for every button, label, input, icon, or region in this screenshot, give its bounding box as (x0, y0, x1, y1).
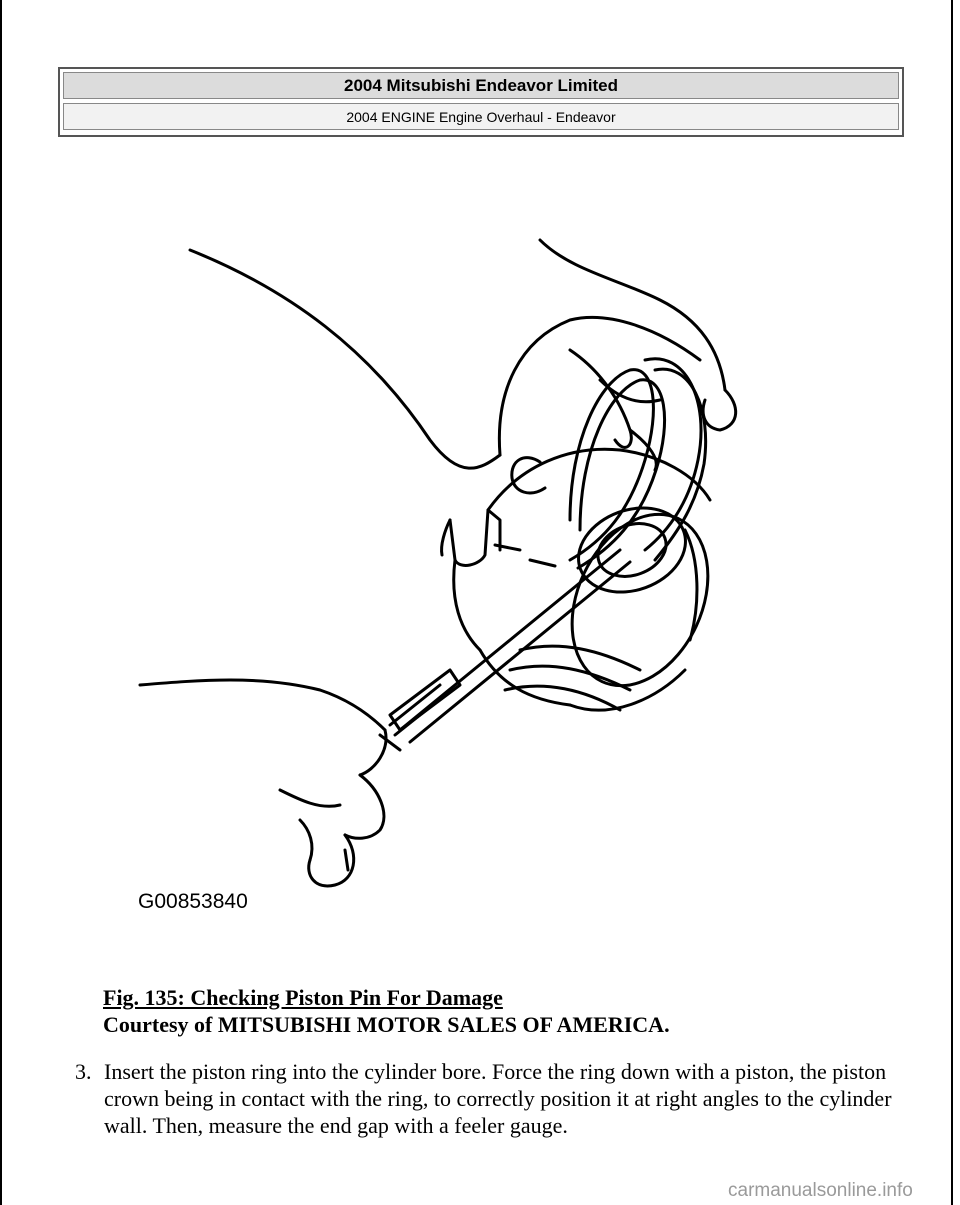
header-subtitle: 2004 ENGINE Engine Overhaul - Endeavor (63, 103, 899, 130)
header-title: 2004 Mitsubishi Endeavor Limited (63, 72, 899, 99)
page-border-left (0, 0, 2, 1205)
piston-ring-illustration (100, 230, 760, 910)
figure-caption: Fig. 135: Checking Piston Pin For Damage (103, 985, 503, 1010)
step-text: Insert the piston ring into the cylinder bore. Force the ring down with a piston, the piston crown being in contact with the ring, to correctly position it at right angles to the cylinder wall. Then, measure the end gap with a feeler gauge. (104, 1059, 892, 1138)
watermark: carmanualsonline.info (728, 1180, 913, 1201)
procedure-step (75, 1058, 895, 1139)
step-number: 3. (75, 1059, 92, 1084)
figure-label: G00853840 (138, 890, 248, 910)
page-border-right (951, 0, 953, 1205)
figure-courtesy: Courtesy of MITSUBISHI MOTOR SALES OF AMERICA. (103, 1012, 670, 1037)
document-header (58, 67, 904, 137)
